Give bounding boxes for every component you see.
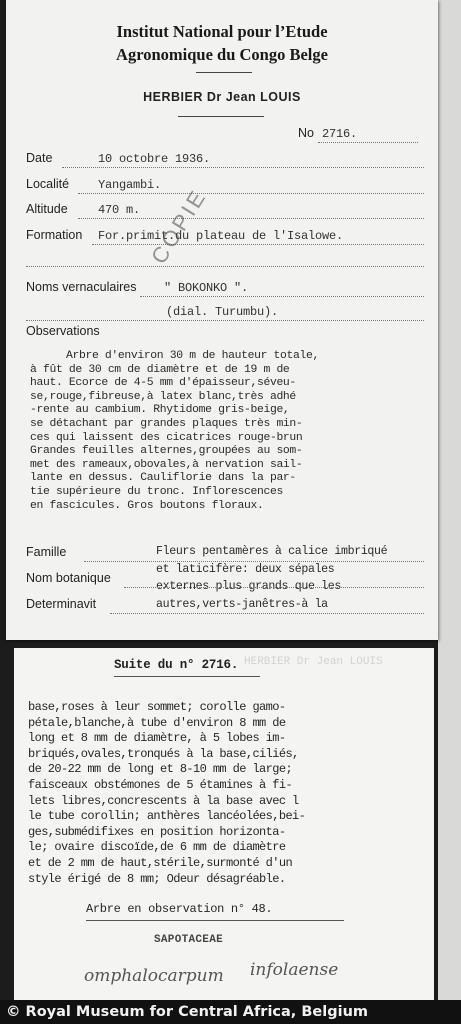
determinavit-line [110,613,424,614]
herbarium-label-card [6,0,438,640]
altitude-value: 470 m. [98,203,141,217]
body-line: le tube corollin; anthères lancéolées,bei- [28,809,306,824]
observation-underline [86,920,344,921]
determinavit-label: Determinavit [26,597,97,611]
date-line [62,167,424,168]
altitude-label: Altitude [26,202,68,216]
suite-heading: Suite du n° 2716. [114,658,239,672]
institute-name-line-1: Institut National pour l’Etude [116,22,328,41]
body-line: ges,submédifixes en position horizonta- [28,824,286,839]
herbier-rule [178,116,264,117]
nom-botanique-line [124,587,424,588]
number-value: 2716. [322,127,358,141]
number-line [318,142,418,143]
continuation-line: et laticifère: deux sépales [156,562,335,576]
date-label: Date [26,151,53,165]
observation-line: se,rouge,fibreuse,à latex blanc,très adhé [30,390,296,403]
date-value: 10 octobre 1936. [98,152,211,166]
suite-underline [114,676,260,677]
observation-line: met des rameaux,obovales,à nervation sail- [30,458,303,471]
body-line: base,roses à leur sommet; corolle gamo- [28,700,286,714]
number-label: No [298,126,314,140]
body-line: et de 2 mm de haut,stérile,surmonté d'un [28,855,293,870]
famille-label: Famille [26,545,67,559]
observation-line: en fascicules. Gros boutons floraux. [30,499,264,512]
continuation-card [14,648,434,1000]
nom-botanique-label: Nom botanique [26,571,111,585]
continuation-body [28,700,432,887]
observation-line: tie supérieure du tronc. Inflorescences [30,485,283,498]
body-line: briqués,ovales,tronqués à la base,ciliés, [28,746,299,761]
observation-line: à fût de 30 cm de diamètre et de 19 m de [30,363,290,376]
noms-vernaculaires-label: Noms vernaculaires [26,280,137,294]
formation-value: For.primit.du plateau de l'Isalowe. [98,229,344,243]
observation-line: lante en dessus. Cauliflorie dans la par- [30,472,296,485]
herbier-heading: HERBIER Dr Jean LOUIS [143,90,301,104]
observation-line: Grandes feuilles alternes,groupées au som- [30,445,303,458]
body-line: de 20-22 mm de long et 8-10 mm de large; [28,762,293,777]
body-line: lets libres,concrescents à la base avec l [28,793,299,808]
localite-value: Yangambi. [98,178,162,192]
continuation-line: Fleurs pentamères à calice imbriqué [156,545,388,558]
altitude-line [78,218,424,219]
observation-number: Arbre en observation n° 48. [86,902,273,916]
observation-line: Arbre d'environ 30 m de hauteur totale, [66,350,319,362]
handwritten-genus: omphalocarpum [84,966,224,986]
body-line: style érigé de 8 mm; Odeur désagréable. [28,871,286,886]
continuation-text [156,543,436,613]
observation-line: ces qui laissent des cicatrices rouge-brun [30,431,303,444]
continuation-line: externes plus grands que les [156,580,342,593]
observations-text [30,350,430,513]
header-rule [196,72,252,73]
observation-line: -rente au cambium. Rhytidome gris-beige, [30,404,290,417]
noms-vernaculaires-value: " BOKONKO ". [164,281,249,295]
famille-line [84,561,424,562]
institute-name-line-2: Agronomique du Congo Belge [116,45,328,64]
noms-dialect-value: (dial. Turumbu). [166,305,279,319]
formation-label: Formation [26,228,83,242]
copie-stamp: COPIE [146,184,212,269]
observation-line: haut. Ecorce de 4-5 mm d'épaisseur,séveu- [30,377,296,390]
body-line: pétale,blanche,à tube d'environ 8 mm de [28,715,286,730]
background-card-edge [438,0,461,1000]
noms-line [140,296,424,297]
family-name: SAPOTACEAE [154,934,224,946]
localite-line [78,193,424,194]
observation-line: se détachant par grandes plaques très min- [30,417,303,430]
localite-label: Localité [26,177,70,191]
formation-line [92,244,424,245]
body-line: long et 8 mm de diamètre, à 5 lobes im- [28,731,286,746]
handwritten-species: infolaense [250,960,339,980]
bleed-through-text: HERBIER Dr Jean LOUIS [244,656,383,668]
noms-line-2 [26,320,424,321]
formation-line-2 [26,266,424,267]
body-line: le; ovaire discoïde,de 6 mm de diamètre [28,840,286,855]
copyright-footer [0,1000,461,1024]
copyright-text: © Royal Museum for Central Africa, Belgium [6,1004,369,1020]
continuation-line: autres,verts-janêtres-à la [156,597,328,611]
observations-label: Observations [26,324,100,338]
body-line: faisceaux obstémones de 5 étamines à fi- [28,777,293,792]
